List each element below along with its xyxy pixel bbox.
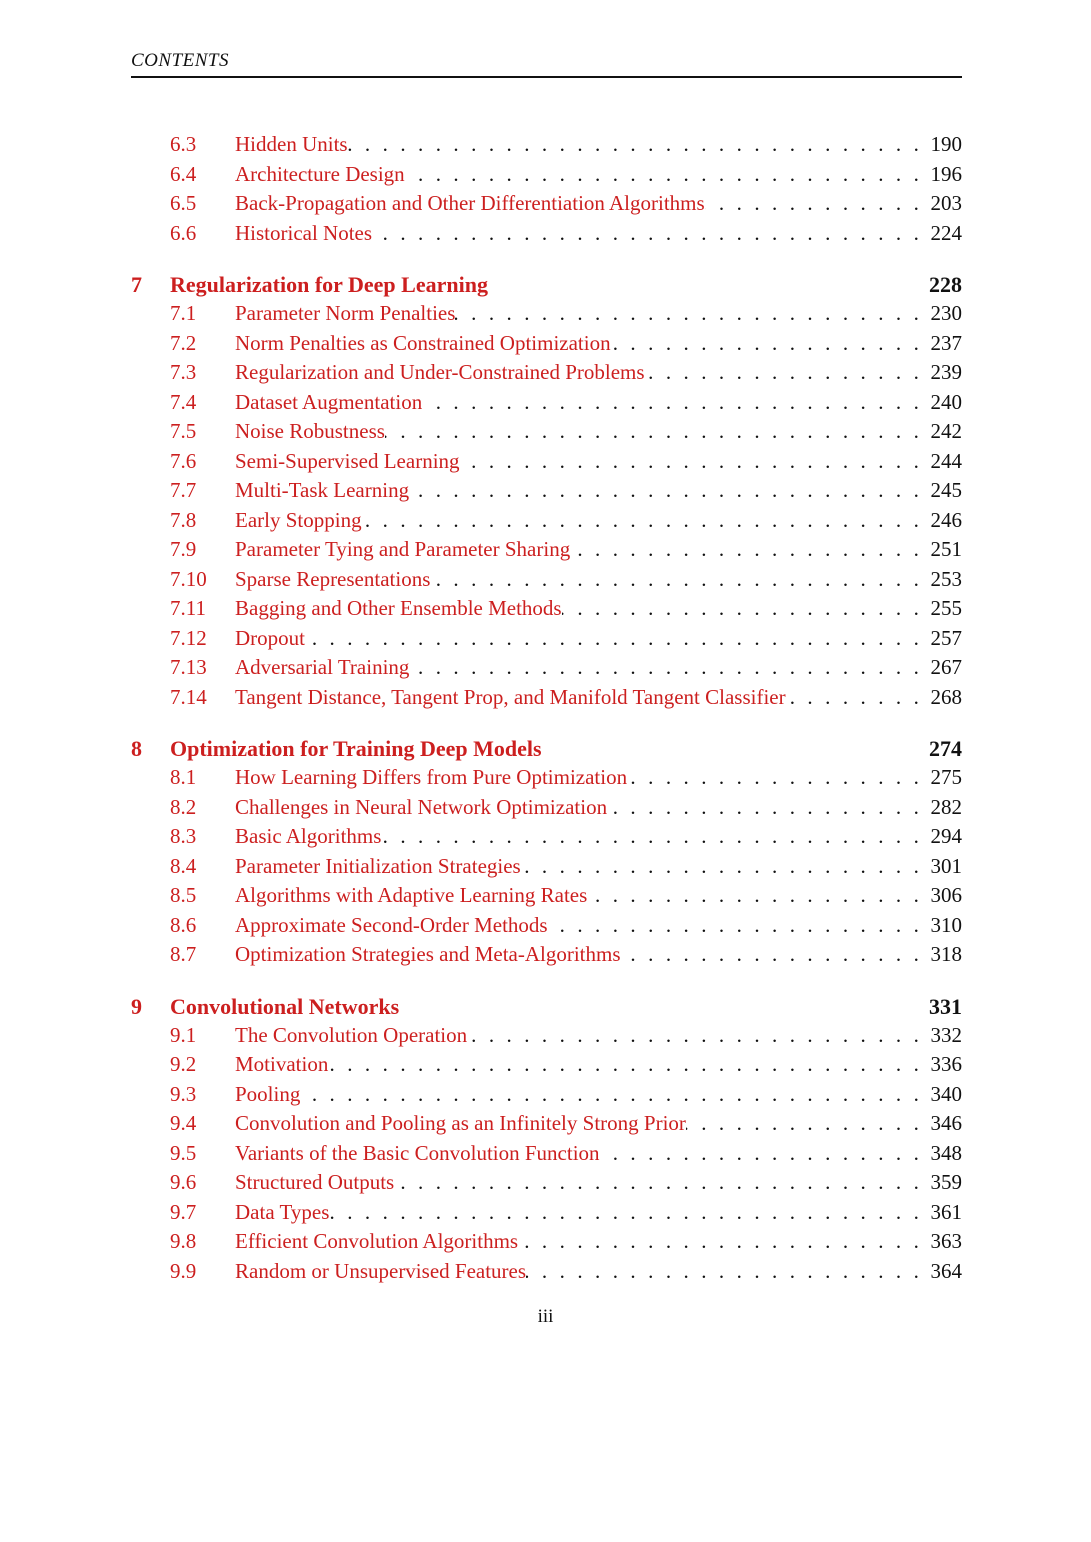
dot-leader <box>467 1021 930 1051</box>
section-title-link[interactable]: Hidden Units <box>235 132 348 156</box>
chapter-page-number: 274 <box>929 736 962 761</box>
section-page-number: 245 <box>930 478 962 502</box>
section-title-link[interactable]: Bagging and Other Ensemble Methods <box>235 596 562 620</box>
dot-leader <box>300 1080 930 1110</box>
toc-section-entry[interactable] <box>131 822 962 852</box>
section-number-link[interactable]: 7.4 <box>170 389 197 414</box>
section-number-link[interactable]: 7.10 <box>170 566 207 591</box>
section-number-link[interactable]: 9.4 <box>170 1111 197 1135</box>
section-title-link[interactable]: Sparse Representations <box>235 566 431 591</box>
section-page-number: 306 <box>930 883 962 907</box>
toc-section-entry[interactable] <box>131 653 962 683</box>
section-number-link[interactable]: 9.1 <box>170 1022 197 1047</box>
section-number-link[interactable]: 8.7 <box>170 942 197 966</box>
toc-section-entry[interactable] <box>131 1109 962 1139</box>
section-page-number: 224 <box>930 220 962 245</box>
section-page-number: 336 <box>930 1052 962 1076</box>
section-page-number: 301 <box>930 853 962 878</box>
section-title-link[interactable]: Challenges in Neural Network Optimization <box>235 794 608 819</box>
section-number-link[interactable]: 9.2 <box>170 1052 197 1076</box>
section-title-link[interactable]: Architecture Design <box>235 161 405 186</box>
section-page-number: 257 <box>930 625 962 650</box>
toc-section-entry[interactable] <box>131 940 962 970</box>
chapter-number-link[interactable]: 7 <box>131 272 142 297</box>
dot-leader <box>645 358 931 388</box>
section-title-link[interactable]: Algorithms with Adaptive Learning Rates <box>235 883 588 907</box>
section-page-number: 251 <box>930 537 962 561</box>
section-page-number: 268 <box>930 684 962 709</box>
section-title-link[interactable]: Parameter Initialization Strategies <box>235 853 521 878</box>
section-number-link[interactable]: 7.7 <box>170 478 197 502</box>
toc-section-entry[interactable] <box>131 1139 962 1169</box>
section-number-link[interactable]: 8.1 <box>170 765 197 789</box>
section-number-link[interactable]: 7.3 <box>170 360 197 384</box>
section-number-link[interactable]: 8.5 <box>170 883 197 907</box>
dot-leader <box>385 417 931 447</box>
section-page-number: 246 <box>930 507 962 532</box>
section-title-link[interactable]: Optimization Strategies and Meta-Algorithms <box>235 942 621 966</box>
section-number-link[interactable]: 7.14 <box>170 684 207 709</box>
dot-leader <box>372 219 930 249</box>
section-number-link[interactable]: 7.11 <box>170 596 206 620</box>
section-number-link[interactable]: 6.4 <box>170 161 197 186</box>
dot-leader <box>518 1227 930 1257</box>
dot-leader <box>607 793 930 823</box>
section-number-link[interactable]: 6.6 <box>170 220 197 245</box>
dot-leader <box>611 329 931 359</box>
section-title-link[interactable]: Adversarial Training <box>235 655 410 679</box>
section-number-link[interactable]: 9.9 <box>170 1258 197 1283</box>
toc-section-entry[interactable] <box>131 565 962 595</box>
section-title-link[interactable]: Semi-Supervised Learning <box>235 448 460 473</box>
section-title-link[interactable]: Dataset Augmentation <box>235 389 423 414</box>
dot-leader <box>328 1050 930 1080</box>
toc-section-entry[interactable] <box>131 219 962 249</box>
table-of-contents <box>131 130 962 1286</box>
section-number-link[interactable]: 7.6 <box>170 448 197 473</box>
dot-leader <box>460 447 931 477</box>
toc-section-entry[interactable] <box>131 329 962 359</box>
section-title-link[interactable]: Parameter Norm Penalties <box>235 301 456 325</box>
toc-chapter-entry[interactable] <box>131 992 962 1021</box>
dot-leader <box>627 763 930 793</box>
section-number-link[interactable]: 9.5 <box>170 1140 197 1165</box>
toc-section-entry[interactable] <box>131 160 962 190</box>
section-title-link[interactable]: Tangent Distance, Tangent Prop, and Manifold Tangent Classifier <box>235 684 786 709</box>
section-title-link[interactable]: Back-Propagation and Other Differentiation Algorithms <box>235 191 705 215</box>
section-number-link[interactable]: 7.8 <box>170 507 197 532</box>
dot-leader <box>362 506 931 536</box>
section-number-link[interactable]: 7.2 <box>170 330 197 355</box>
section-number-link[interactable]: 7.9 <box>170 537 197 561</box>
chapter-page-number: 228 <box>929 272 962 297</box>
page-number: iii <box>537 1306 554 1327</box>
section-page-number: 253 <box>930 566 962 591</box>
toc-section-entry[interactable] <box>131 417 962 447</box>
section-page-number: 359 <box>930 1170 962 1194</box>
dot-leader <box>394 1168 930 1198</box>
section-number-link[interactable]: 9.7 <box>170 1199 197 1224</box>
section-title-link[interactable]: Parameter Tying and Parameter Sharing <box>235 537 571 561</box>
toc-section-entry[interactable] <box>131 1021 962 1051</box>
section-number-link[interactable]: 9.3 <box>170 1081 197 1106</box>
dot-leader <box>305 624 931 654</box>
section-number-link[interactable]: 6.3 <box>170 132 197 156</box>
section-page-number: 340 <box>930 1081 962 1106</box>
dot-leader <box>455 299 930 329</box>
chapter-title-link[interactable]: Convolutional Networks <box>170 993 400 1019</box>
chapter-group <box>131 734 962 970</box>
section-page-number: 363 <box>930 1229 962 1253</box>
section-page-number: 196 <box>930 161 962 186</box>
section-number-link[interactable]: 7.1 <box>170 301 197 325</box>
toc-section-entry[interactable] <box>131 358 962 388</box>
section-title-link[interactable]: Efficient Convolution Algorithms <box>235 1229 519 1253</box>
dot-leader <box>521 852 931 882</box>
dot-leader <box>600 1139 931 1169</box>
dot-leader <box>562 594 931 624</box>
section-number-link[interactable]: 7.5 <box>170 419 197 443</box>
toc-section-entry[interactable] <box>131 388 962 418</box>
section-title-link[interactable]: Motivation <box>235 1052 329 1076</box>
section-page-number: 244 <box>930 448 962 473</box>
section-title-link[interactable]: Regularization and Under-Constrained Problems <box>235 360 645 384</box>
section-page-number: 267 <box>930 655 962 679</box>
dot-leader <box>329 1198 930 1228</box>
section-page-number: 282 <box>930 794 962 819</box>
section-page-number: 310 <box>930 912 962 937</box>
dot-leader <box>409 653 930 683</box>
section-title-link[interactable]: Norm Penalties as Constrained Optimization <box>235 330 611 355</box>
chapter-title-link[interactable]: Optimization for Training Deep Models <box>170 736 542 761</box>
dot-leader <box>786 683 931 713</box>
toc-section-entry[interactable] <box>131 189 962 219</box>
section-number-link[interactable]: 8.2 <box>170 794 197 819</box>
chapter-group <box>131 992 962 1287</box>
section-page-number: 190 <box>930 132 962 156</box>
toc-section-entry[interactable] <box>131 793 962 823</box>
toc-section-entry[interactable] <box>131 447 962 477</box>
dot-leader <box>587 881 930 911</box>
section-page-number: 275 <box>930 765 962 789</box>
dot-leader <box>570 535 930 565</box>
dot-leader <box>405 160 931 190</box>
dot-leader <box>686 1109 931 1139</box>
toc-section-entry[interactable] <box>131 683 962 713</box>
dot-leader <box>526 1257 930 1287</box>
chapter-page-number: 331 <box>929 993 962 1019</box>
section-page-number: 346 <box>930 1111 962 1135</box>
section-page-number: 332 <box>930 1022 962 1047</box>
section-page-number: 237 <box>930 330 962 355</box>
section-page-number: 239 <box>930 360 962 384</box>
section-number-link[interactable]: 8.3 <box>170 824 197 848</box>
chapter-number-link[interactable]: 9 <box>131 993 142 1019</box>
toc-section-entry[interactable] <box>131 1168 962 1198</box>
toc-section-entry[interactable] <box>131 911 962 941</box>
section-number-link[interactable]: 9.6 <box>170 1170 197 1194</box>
section-number-link[interactable]: 7.13 <box>170 655 207 679</box>
section-title-link[interactable]: Basic Algorithms <box>235 824 382 848</box>
section-page-number: 364 <box>930 1258 962 1283</box>
section-page-number: 230 <box>930 301 962 325</box>
section-number-link[interactable]: 6.5 <box>170 191 197 215</box>
dot-leader <box>548 911 931 941</box>
chapter-number-link[interactable]: 8 <box>131 736 142 761</box>
section-page-number: 361 <box>930 1199 962 1224</box>
section-title-link[interactable]: Multi-Task Learning <box>235 478 410 502</box>
section-title-link[interactable]: How Learning Differs from Pure Optimization <box>235 765 628 789</box>
section-page-number: 255 <box>930 596 962 620</box>
section-page-number: 240 <box>930 389 962 414</box>
toc-section-entry[interactable] <box>131 594 962 624</box>
toc-section-entry[interactable] <box>131 506 962 536</box>
section-title-link[interactable]: Convolution and Pooling as an Infinitely Strong Prior <box>235 1111 686 1135</box>
dot-leader <box>430 565 930 595</box>
continued-chapter-sections <box>131 130 962 248</box>
section-title-link[interactable]: Early Stopping <box>235 507 362 532</box>
toc-section-entry[interactable] <box>131 1080 962 1110</box>
section-title-link[interactable]: Structured Outputs <box>235 1170 395 1194</box>
toc-section-entry[interactable] <box>131 1257 962 1287</box>
toc-section-entry[interactable] <box>131 1227 962 1257</box>
toc-section-entry[interactable] <box>131 881 962 911</box>
section-number-link[interactable]: 8.6 <box>170 912 197 937</box>
dot-leader <box>381 822 930 852</box>
section-title-link[interactable]: Approximate Second-Order Methods <box>235 912 548 937</box>
dot-leader <box>621 940 931 970</box>
toc-section-entry[interactable] <box>131 1198 962 1228</box>
section-number-link[interactable]: 7.12 <box>170 625 207 650</box>
toc-section-entry[interactable] <box>131 1050 962 1080</box>
toc-section-entry[interactable] <box>131 535 962 565</box>
section-title-link[interactable]: Variants of the Basic Convolution Function <box>235 1140 600 1165</box>
section-page-number: 242 <box>930 419 962 443</box>
dot-leader <box>705 189 931 219</box>
section-page-number: 348 <box>930 1140 962 1165</box>
section-title-link[interactable]: Dropout <box>235 625 305 650</box>
toc-section-entry[interactable] <box>131 624 962 654</box>
toc-section-entry[interactable] <box>131 130 962 160</box>
dot-leader <box>348 130 931 160</box>
toc-section-entry[interactable] <box>131 299 962 329</box>
dot-leader <box>409 476 930 506</box>
section-page-number: 318 <box>930 942 962 966</box>
section-page-number: 294 <box>930 824 962 848</box>
toc-section-entry[interactable] <box>131 852 962 882</box>
toc-section-entry[interactable] <box>131 763 962 793</box>
toc-chapter-entry[interactable] <box>131 734 962 763</box>
section-number-link[interactable]: 9.8 <box>170 1229 197 1253</box>
section-title-link[interactable]: Random or Unsupervised Features <box>235 1258 527 1283</box>
chapter-group <box>131 270 962 712</box>
toc-chapter-entry[interactable] <box>131 270 962 299</box>
running-head <box>131 50 962 78</box>
section-title-link[interactable]: Noise Robustness <box>235 419 385 443</box>
section-title-link[interactable]: The Convolution Operation <box>235 1022 468 1047</box>
section-title-link[interactable]: Pooling <box>235 1081 301 1106</box>
toc-section-entry[interactable] <box>131 476 962 506</box>
section-title-link[interactable]: Data Types <box>235 1199 330 1224</box>
section-title-link[interactable]: Historical Notes <box>235 220 373 245</box>
running-head-title: CONTENTS <box>131 50 229 71</box>
section-number-link[interactable]: 8.4 <box>170 853 197 878</box>
chapter-title-link[interactable]: Regularization for Deep Learning <box>170 272 488 297</box>
section-page-number: 203 <box>930 191 962 215</box>
dot-leader <box>422 388 930 418</box>
